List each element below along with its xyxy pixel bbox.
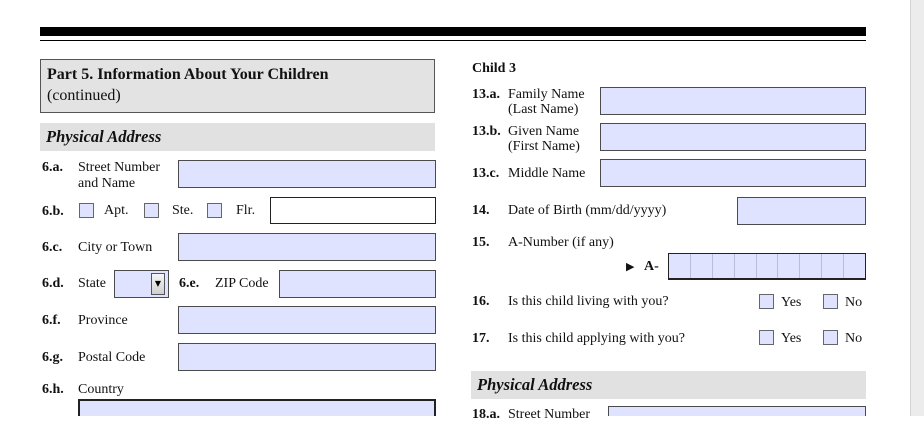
label-city: City or Town bbox=[78, 240, 153, 255]
label-street-number-line2: and Name bbox=[78, 176, 136, 191]
item-number-14: 14. bbox=[472, 203, 490, 218]
item-number-13a: 13.a. bbox=[472, 87, 500, 102]
part-header-box bbox=[40, 59, 435, 113]
item-number-6d: 6.d. bbox=[42, 276, 64, 291]
label-postal-code: Postal Code bbox=[78, 350, 146, 365]
family-name-input[interactable] bbox=[600, 87, 866, 115]
header-rule-thick bbox=[40, 27, 866, 36]
living-yes-checkbox[interactable] bbox=[759, 294, 774, 309]
part-title: Part 5. Information About Your Children bbox=[47, 66, 329, 83]
chevron-down-icon[interactable]: ▼ bbox=[151, 273, 165, 295]
label-street-number-line1: Street Number bbox=[78, 160, 161, 175]
label-street-number-child: Street Number bbox=[508, 407, 591, 422]
label-given-name-line2: (First Name) bbox=[508, 139, 580, 154]
item-number-13b: 13.b. bbox=[472, 124, 501, 139]
middle-name-input[interactable] bbox=[600, 159, 866, 187]
section-heading-physical-address: Physical Address bbox=[40, 123, 435, 151]
a-number-digit-cell bbox=[734, 254, 756, 278]
label-flr: Flr. bbox=[236, 203, 256, 218]
label-province: Province bbox=[78, 313, 128, 328]
label-living-yes: Yes bbox=[781, 295, 802, 310]
applying-no-checkbox[interactable] bbox=[823, 330, 838, 345]
label-state: State bbox=[78, 276, 106, 291]
item-number-6c: 6.c. bbox=[42, 240, 63, 255]
item-number-6f: 6.f. bbox=[42, 313, 61, 328]
country-input[interactable] bbox=[78, 399, 436, 416]
label-given-name-line1: Given Name bbox=[508, 124, 580, 139]
a-number-prefix: A- bbox=[644, 259, 659, 274]
label-applying-yes: Yes bbox=[781, 331, 802, 346]
label-living-no: No bbox=[845, 295, 863, 310]
given-name-input[interactable] bbox=[600, 123, 866, 151]
play-arrow-icon: ▶ bbox=[626, 260, 635, 273]
street-number-input[interactable] bbox=[178, 160, 436, 188]
ste-checkbox[interactable] bbox=[144, 203, 159, 218]
item-number-6b: 6.b. bbox=[42, 204, 64, 219]
scrollbar-track[interactable] bbox=[910, 0, 924, 416]
item-number-18a: 18.a. bbox=[472, 407, 500, 422]
label-applying-no: No bbox=[845, 331, 863, 346]
a-number-digit-cell bbox=[669, 254, 690, 278]
header-rule-thin bbox=[40, 40, 866, 41]
street-number-child-input[interactable] bbox=[608, 406, 866, 416]
city-input[interactable] bbox=[178, 233, 436, 261]
label-country: Country bbox=[78, 382, 124, 397]
flr-checkbox[interactable] bbox=[207, 203, 222, 218]
a-number-digit-cell bbox=[690, 254, 712, 278]
label-zip: ZIP Code bbox=[215, 276, 269, 291]
section-heading-physical-address-child: Physical Address bbox=[471, 371, 866, 399]
item-number-13c: 13.c. bbox=[472, 166, 500, 181]
child-heading: Child 3 bbox=[472, 61, 516, 76]
item-number-6a: 6.a. bbox=[42, 160, 63, 175]
province-input[interactable] bbox=[178, 306, 436, 334]
item-number-15: 15. bbox=[472, 235, 490, 250]
apt-ste-flr-number-input[interactable] bbox=[270, 197, 436, 224]
a-number-digit-cell bbox=[712, 254, 734, 278]
item-number-6h: 6.h. bbox=[42, 382, 64, 397]
a-number-digit-cell bbox=[756, 254, 778, 278]
item-number-16: 16. bbox=[472, 294, 490, 309]
zip-code-input[interactable] bbox=[279, 270, 436, 298]
label-living-with-you: Is this child living with you? bbox=[508, 294, 669, 309]
label-apt: Apt. bbox=[104, 203, 129, 218]
a-number-input[interactable] bbox=[668, 253, 866, 280]
label-date-of-birth: Date of Birth (mm/dd/yyyy) bbox=[508, 203, 667, 218]
a-number-digit-cell bbox=[799, 254, 821, 278]
applying-yes-checkbox[interactable] bbox=[759, 330, 774, 345]
a-number-digit-cell bbox=[777, 254, 799, 278]
a-number-digit-cell bbox=[843, 254, 865, 278]
apt-checkbox[interactable] bbox=[79, 203, 94, 218]
label-family-name-line1: Family Name bbox=[508, 87, 585, 102]
label-family-name-line2: (Last Name) bbox=[508, 102, 579, 117]
living-no-checkbox[interactable] bbox=[823, 294, 838, 309]
part-subtitle: (continued) bbox=[47, 87, 121, 104]
a-number-digit-cell bbox=[821, 254, 843, 278]
label-a-number: A-Number (if any) bbox=[508, 235, 614, 250]
label-applying-with-you: Is this child applying with you? bbox=[508, 331, 685, 346]
date-of-birth-input[interactable] bbox=[737, 197, 866, 225]
item-number-17: 17. bbox=[472, 331, 490, 346]
item-number-6g: 6.g. bbox=[42, 350, 63, 365]
label-middle-name: Middle Name bbox=[508, 166, 586, 181]
postal-code-input[interactable] bbox=[178, 343, 436, 371]
label-ste: Ste. bbox=[172, 203, 194, 218]
item-number-6e: 6.e. bbox=[179, 276, 200, 291]
